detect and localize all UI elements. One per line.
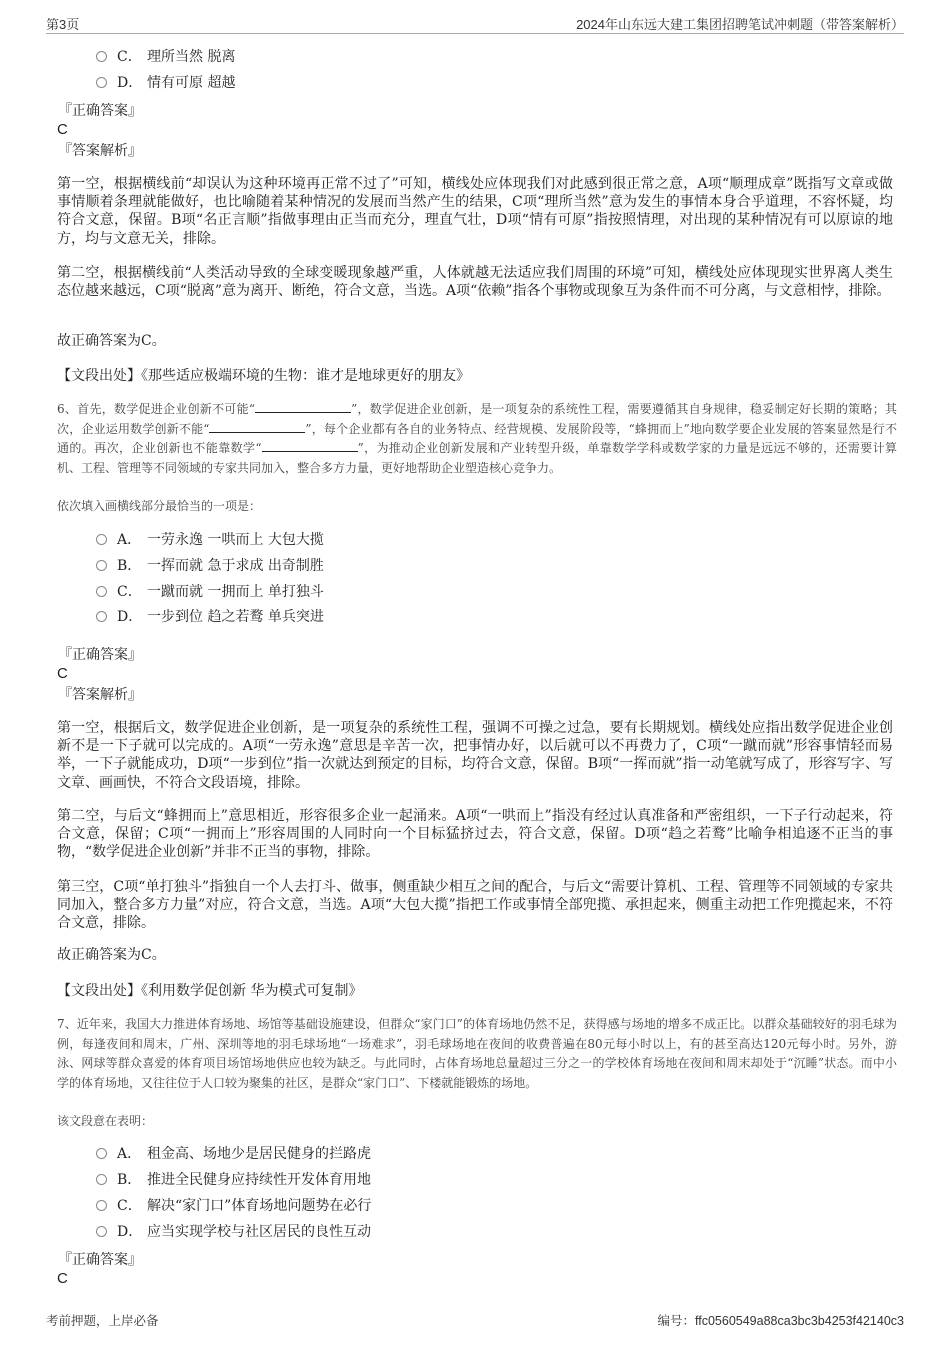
document-title: 2024年山东远大建工集团招聘笔试冲刺题（带答案解析） <box>576 17 904 32</box>
radio-icon[interactable] <box>96 1148 107 1159</box>
source-note: 【文段出处】《那些适应极端环境的生物：谁才是地球更好的朋友》 <box>57 368 470 384</box>
analysis-paragraph: 第三空，C项“单打独斗”指独自一个人去打斗、做事，侧重缺少相互之间的配合，与后文“需要计算机、工程、管理等不同领域的专家共同加入，整合多方力量”对应，符合文意，当选。A项“大包大揽”指把工作或事情全部兜揽、承担起来，侧重主动把工作兜揽起来，不符合文意，排除。 <box>57 879 893 932</box>
page-header <box>46 12 904 34</box>
analysis-label: 『答案解析』 <box>58 143 142 159</box>
option-b[interactable]: B． 推进全民健身应持续性开发体育用地 <box>96 1170 371 1190</box>
radio-icon[interactable] <box>96 586 107 597</box>
analysis-paragraph: 第一空，根据后文，数学促进企业创新，是一项复杂的系统性工程，强调不可操之过急，要有长期规划。横线处应指出数学促进企业创新不是一下子就可以完成的。A项“一劳永逸”意思是辛苦一次，把事情办好，以后就可以不再费力了，C项“一蹴而就”形容事情轻而易举，一下子就能成功，D项“一步到位”指一次就达到预定的目标，均符合文意，保留。B项“一挥而就”指一动笔就写成了，形容写字、写文章、画画快，不符合文段语境，排除。 <box>57 720 893 791</box>
document-code: 编号：ffc0560549a88ca3bc3b4253f42140c3 <box>657 1314 904 1328</box>
question-7-text: 7、近年来，我国大力推进体育场地、场馆等基础设施建设，但群众“家门口”的体育场地仍然不足，获得感与场地的增多不成正比。以群众基础较好的羽毛球为例，每逢夜间和周末，广州、深圳等地的羽毛球场地“一场难求”，羽毛球场地在夜间的收费普遍在80元每小时以上，有的甚至高达120元每小时。另外，游泳、网球等群众喜爱的体育项目场馆场地供应也较为缺乏。与此同时，占体育场地总量超过三分之一的学校体育场地在夜间和周末却处于“沉睡”状态。而中小学的体育场地，又往往位于人口较为聚集的社区，是群众“家门口”、下楼就能锻炼的场地。 <box>57 1017 897 1090</box>
option-d[interactable]: D． 应当实现学校与社区居民的良性互动 <box>96 1222 371 1242</box>
option-c[interactable]: C． 一蹴而就 一拥而上 单打独斗 <box>96 582 324 602</box>
analysis-label: 『答案解析』 <box>58 687 142 703</box>
radio-icon[interactable] <box>96 1226 107 1237</box>
answer-value: C <box>57 121 68 138</box>
radio-icon[interactable] <box>96 1174 107 1185</box>
analysis-conclusion: 故正确答案为C。 <box>57 333 166 349</box>
analysis-conclusion: 故正确答案为C。 <box>57 947 166 963</box>
radio-icon[interactable] <box>96 560 107 571</box>
page-number: 第3页 <box>46 17 80 32</box>
answer-label: 『正确答案』 <box>58 103 142 119</box>
option-d[interactable]: D． 情有可原 超越 <box>96 73 235 93</box>
option-a[interactable]: A． 一劳永逸 一哄而上 大包大揽 <box>96 530 324 550</box>
radio-icon[interactable] <box>96 1200 107 1211</box>
radio-icon[interactable] <box>96 611 107 622</box>
question-prompt: 依次填入画横线部分最恰当的一项是： <box>57 499 262 513</box>
answer-value: C <box>57 665 68 682</box>
footer-slogan: 考前押题，上岸必备 <box>46 1314 159 1328</box>
radio-icon[interactable] <box>96 51 107 62</box>
radio-icon[interactable] <box>96 77 107 88</box>
option-b[interactable]: B． 一挥而就 急于求成 出奇制胜 <box>96 556 324 576</box>
answer-value: C <box>57 1270 68 1287</box>
answer-label: 『正确答案』 <box>58 647 142 663</box>
question-prompt: 该文段意在表明： <box>57 1114 154 1128</box>
option-c[interactable]: C． 理所当然 脱离 <box>96 47 235 67</box>
page-footer <box>46 1311 904 1331</box>
blank-line <box>262 440 358 452</box>
answer-label: 『正确答案』 <box>58 1252 142 1268</box>
question-6-text: 6、首先，数学促进企业创新不可能“ ”，数学促进企业创新，是一项复杂的系统性工程，需要遵循其自身规律，稳妥制定好长期的策略；其次，企业运用数学创新不能“ ”，每个企业都有各自的业务特点、经营规模、发展阶段等，“蜂拥而上”地向数学要企业发展的答案显然是行不通的。再次，企业创新也不能靠数学“ ”，为推动企业创新发展和产业转型升级，单靠数学学科或数学家的力量是远远不够的，还需要计算机、工程、管理等不同领域的专家共同加入，整合多方力量，更好地帮助企业塑造核心竞争力。 <box>57 402 898 475</box>
radio-icon[interactable] <box>96 534 107 545</box>
blank-line <box>209 421 305 433</box>
option-c[interactable]: C． 解决“家门口”体育场地问题势在必行 <box>96 1196 371 1216</box>
analysis-paragraph: 第一空，根据横线前“却误认为这种环境再正常不过了”可知，横线处应体现我们对此感到很正常之意，A项“顺理成章”既指写文章或做事情顺着条理就能做好，也比喻随着某种情况的发展而当然产生的结果，C项“理所当然”意为发生的事情本身合乎道理，不容怀疑，均符合文意，保留。B项“名正言顺”指做事理由正当而充分，理直气壮，D项“情有可原”指按照情理，对出现的某种情况有可以原谅的地方，均与文意无关，排除。 <box>57 176 893 247</box>
analysis-paragraph: 第二空，根据横线前“人类活动导致的全球变暖现象越严重，人体就越无法适应我们周围的环境”可知，横线处应体现现实世界离人类生态位越来越远，C项“脱离”意为离开、断绝，符合文意，当选。A项“依赖”指各个事物或现象互为条件而不可分离，与文意相悖，排除。 <box>57 265 893 300</box>
source-note: 【文段出处】《利用数学促创新 华为模式可复制》 <box>57 983 363 999</box>
analysis-paragraph: 第二空，与后文“蜂拥而上”意思相近，形容很多企业一起涌来。A项“一哄而上”指没有经过认真准备和严密组织，一下子行动起来，符合文意，保留；C项“一拥而上”形容周围的人同时向一个目标猛挤过去，符合文意，保留。D项“趋之若鹜”比喻争相追逐不正当的事物，“数学促进企业创新”并非不正当的事物，排除。 <box>57 808 893 861</box>
blank-line <box>255 401 351 413</box>
option-d[interactable]: D． 一步到位 趋之若鹜 单兵突进 <box>96 607 324 627</box>
option-a[interactable]: A． 租金高、场地少是居民健身的拦路虎 <box>96 1144 371 1164</box>
